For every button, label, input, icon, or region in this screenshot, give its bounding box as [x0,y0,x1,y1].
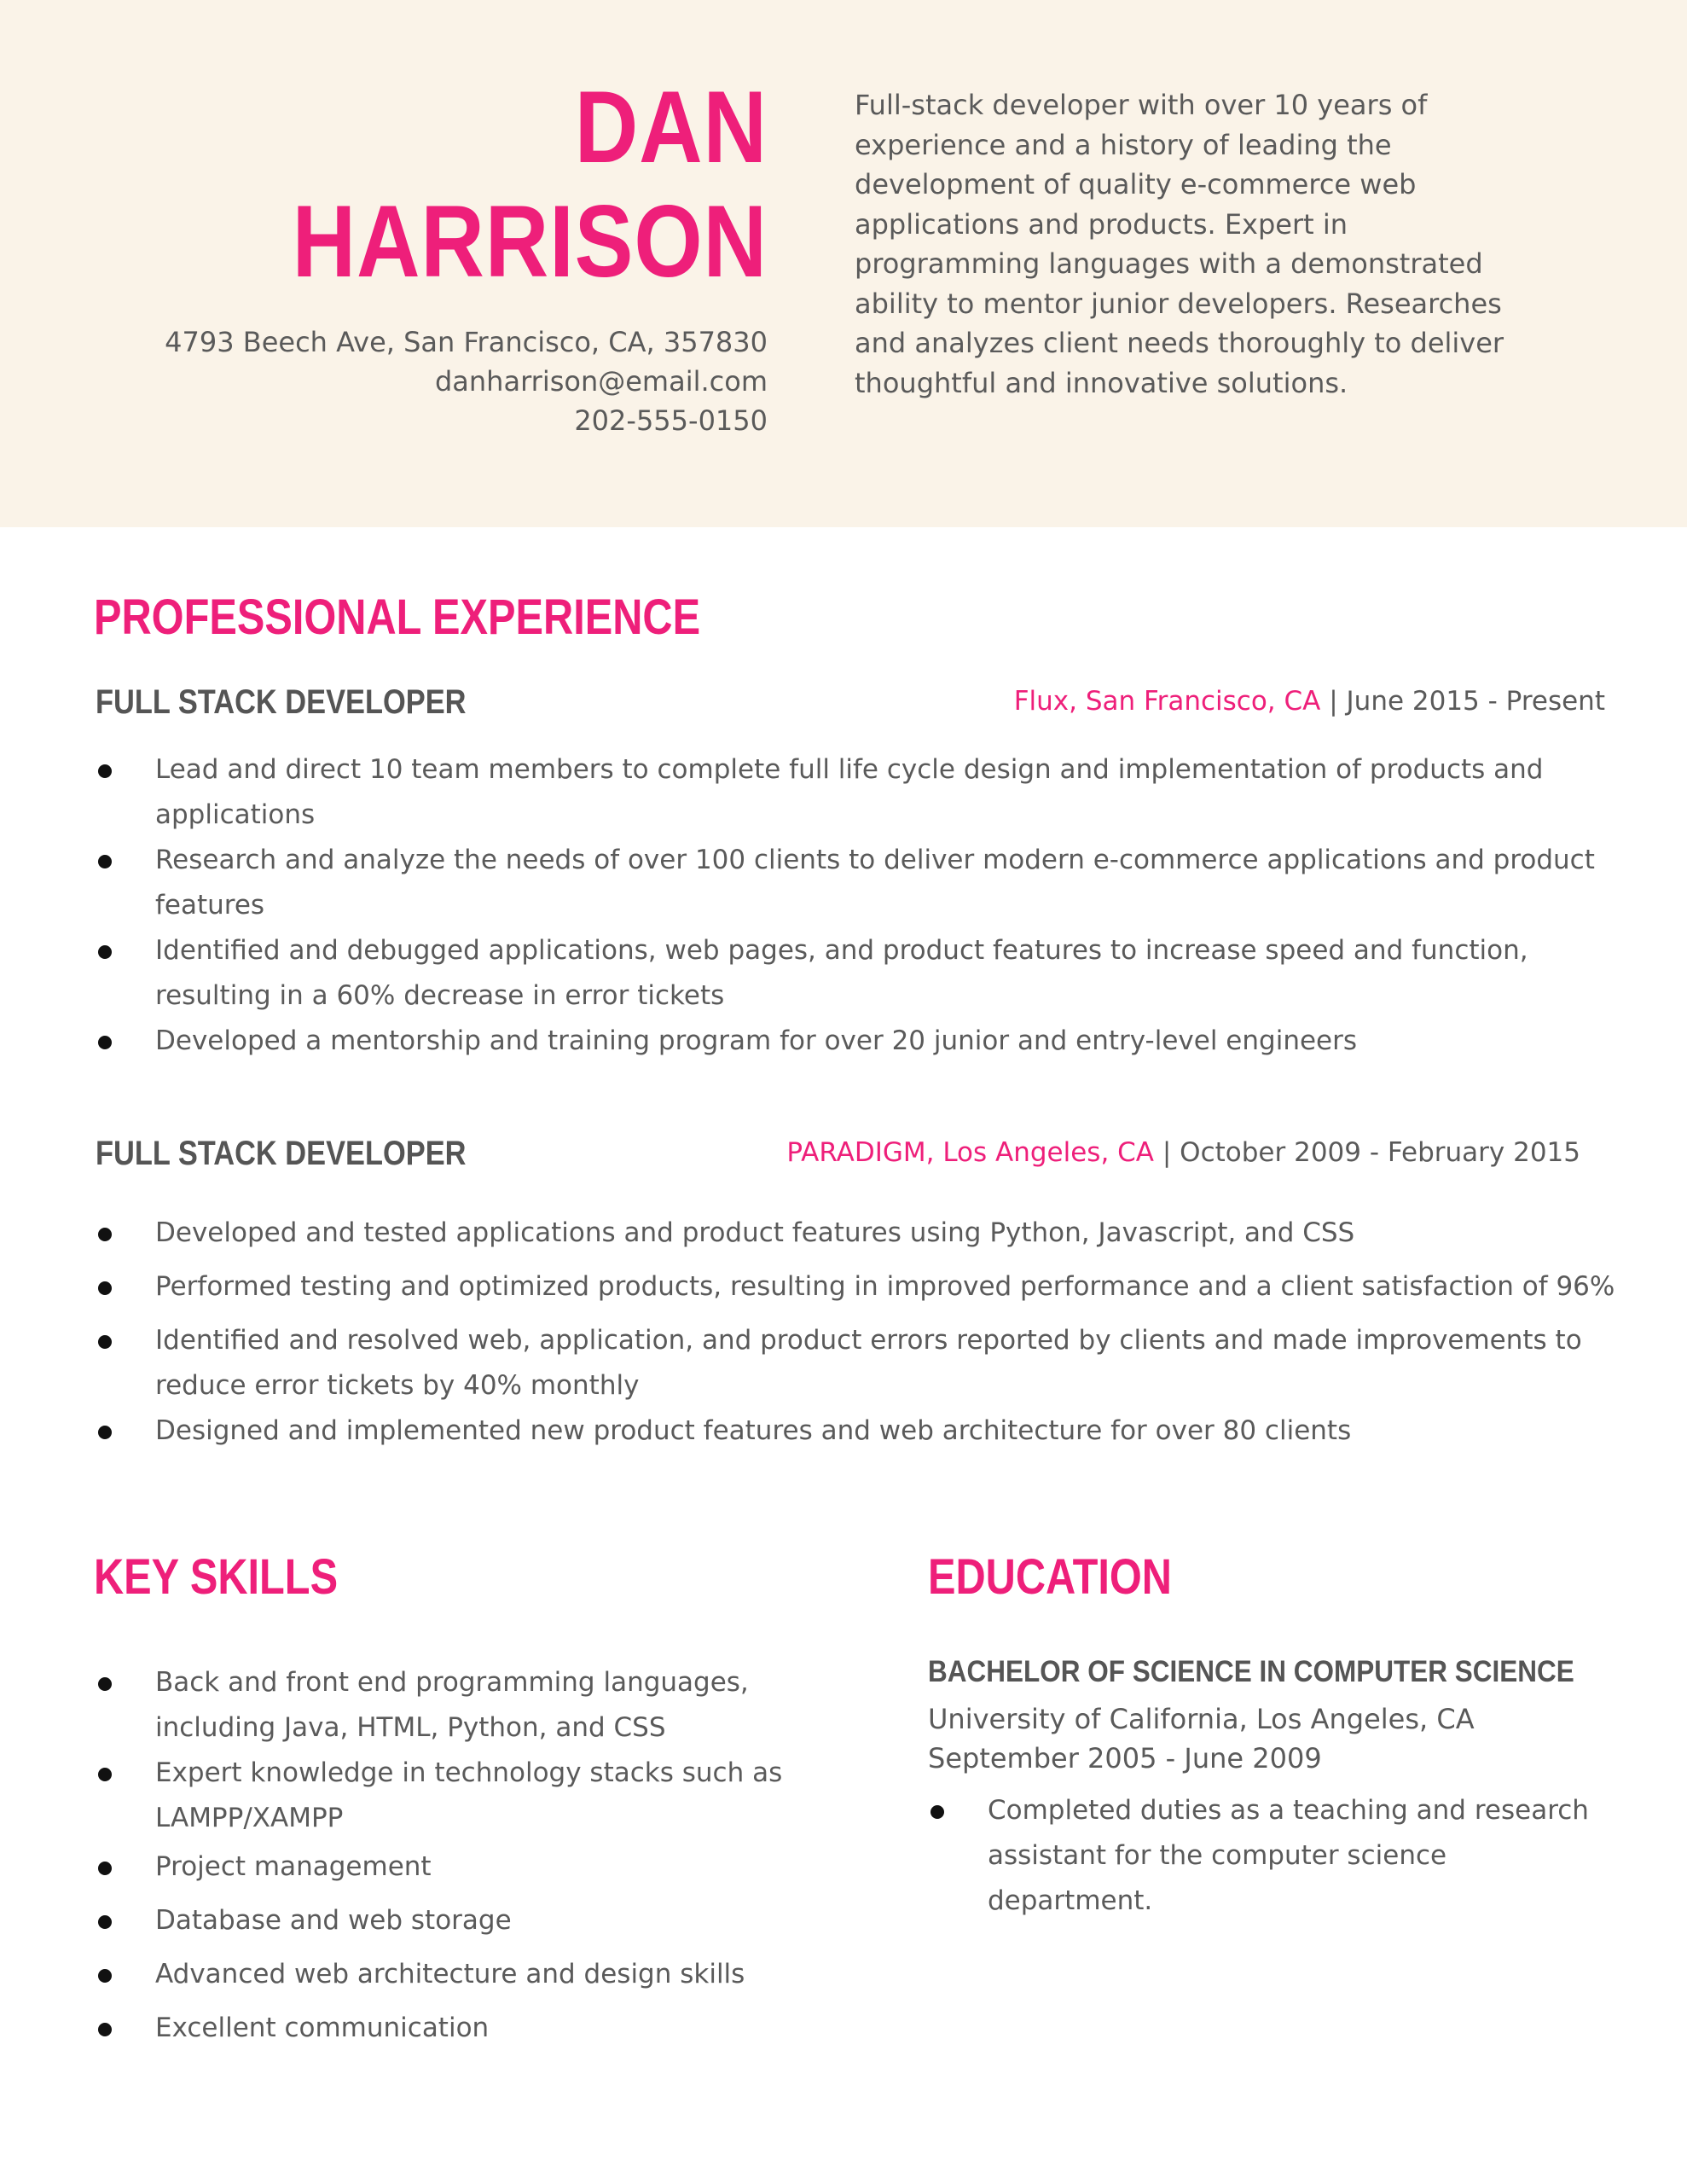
list-item: Identified and resolved web, application, and product errors reported by clients and made improvements to reduce error tickets by 40% monthly [96,1318,1622,1409]
job-meta [1014,686,1605,717]
job-bullets [96,1211,1622,1454]
list-item: Database and web storage [96,1898,863,1943]
email: danharrison@email.com [434,365,768,398]
edu-school: University of California, Los Angeles, CA [928,1703,1475,1735]
list-item: Project management [96,1844,863,1890]
list-item: Lead and direct 10 team members to complete full life cycle design and implementation of products and applications [96,747,1622,838]
job-company: PARADIGM, Los Angeles, CA [786,1137,1155,1168]
list-item: Completed duties as a teaching and research assistant for the computer science department. [928,1788,1593,1924]
first-name: DAN [574,70,768,184]
skills-list [96,1660,863,2051]
job-company: Flux, San Francisco, CA [1013,686,1321,717]
list-item: Developed a mentorship and training program for over 20 junior and entry-level engineers [96,1019,1622,1064]
edu-bullets [928,1788,1593,1924]
header-band [0,0,1687,527]
list-item: Advanced web architecture and design skills [96,1952,863,1997]
edu-dates: September 2005 - June 2009 [928,1742,1322,1774]
section-title-experience: PROFESSIONAL EXPERIENCE [94,590,701,645]
list-item: Performed testing and optimized products, resulting in improved performance and a client satisfaction of 96% [96,1264,1622,1310]
job-bullets [96,747,1622,1064]
address: 4793 Beech Ave, San Francisco, CA, 357830 [165,326,768,358]
summary: Full-stack developer with over 10 years of experience and a history of leading the development of quality e-commerce web applications and products. Expert in programming languages with a demonstrated ability to mentor junior developers. Researches and analyzes client needs thoroughly to deliver thoughtful and innovative solutions. [855,89,1504,399]
job-meta [786,1137,1580,1168]
list-item: Identified and debugged applications, web pages, and product features to increase speed and function, resulting in a 60% decrease in error tickets [96,928,1622,1019]
list-item: Back and front end programming languages, including Java, HTML, Python, and CSS [96,1660,863,1751]
last-name: HARRISON [292,184,768,299]
name-block [165,70,768,440]
job-dates: | June 2015 - Present [1320,686,1605,717]
list-item: Developed and tested applications and product features using Python, Javascript, and CSS [96,1211,1622,1256]
section-title-education: EDUCATION [928,1549,1172,1605]
section-title-skills: KEY SKILLS [94,1549,339,1605]
job-title: FULL STACK DEVELOPER [96,1135,467,1172]
list-item: Excellent communication [96,2006,863,2051]
contact-info [165,322,768,440]
list-item: Expert knowledge in technology stacks such as LAMPP/XAMPP [96,1751,863,1841]
list-item: Research and analyze the needs of over 100 clients to deliver modern e-commerce applications and product features [96,838,1622,928]
list-item: Designed and implemented new product features and web architecture for over 80 clients [96,1409,1622,1454]
edu-degree: BACHELOR OF SCIENCE IN COMPUTER SCIENCE [928,1655,1574,1688]
phone: 202-555-0150 [574,404,768,437]
job-title: FULL STACK DEVELOPER [96,683,467,721]
job-dates: | October 2009 - February 2015 [1154,1137,1580,1168]
